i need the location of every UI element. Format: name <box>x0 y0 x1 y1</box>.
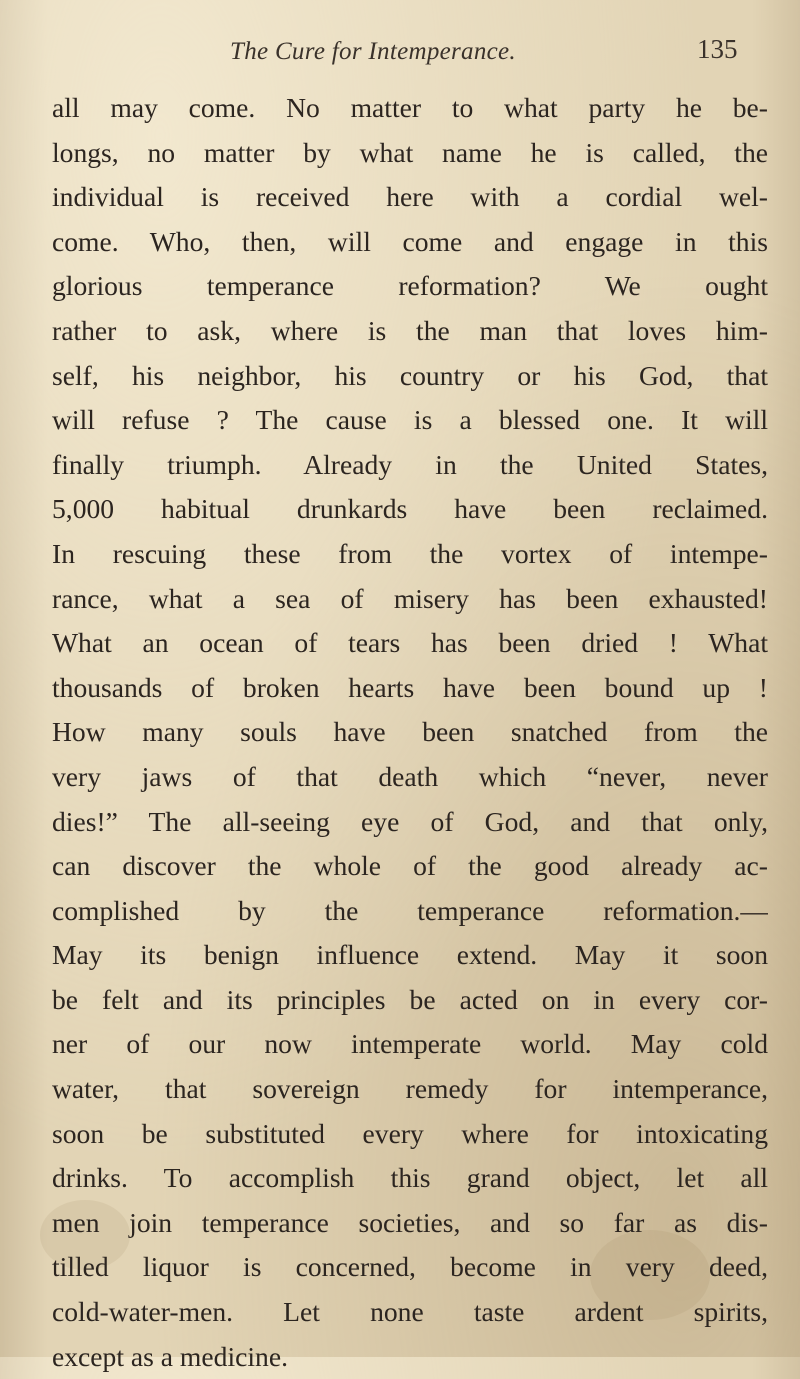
text-line: individual is received here with a cordial wel- <box>52 181 768 213</box>
text-line: glorious temperance reformation? We ought <box>52 270 768 302</box>
text-line: very jaws of that death which “never, never <box>52 760 768 792</box>
text-line: all may come. No matter to what party he be- <box>52 92 768 123</box>
page-number: 135 <box>697 34 738 64</box>
text-line: self, his neighbor, his country or his God, that <box>52 359 768 391</box>
text-line: drinks. To accomplish this grand object, let all <box>52 1162 768 1194</box>
text-line: can discover the whole of the good already ac- <box>52 850 768 882</box>
text-line: men join temperance societies, and so far as dis- <box>52 1206 768 1238</box>
text-line: longs, no matter by what name he is called, the <box>52 136 768 168</box>
text-line: cold-water-men. Let none taste ardent spirits, <box>52 1296 768 1328</box>
running-head: The Cure for Intemperance. <box>230 38 516 65</box>
text-line: except as a medicine. <box>52 1340 288 1372</box>
text-line: come. Who, then, will come and engage in this <box>52 225 768 257</box>
text-line: ner of our now intemperate world. May cold <box>52 1028 768 1060</box>
text-line: How many souls have been snatched from the <box>52 716 768 748</box>
text-line: be felt and its principles be acted on in every cor- <box>52 983 768 1015</box>
text-line: finally triumph. Already in the United States, <box>52 448 768 480</box>
body-text <box>52 86 768 1379</box>
text-line: dies!” The all-seeing eye of God, and that only, <box>52 805 768 837</box>
text-line: complished by the temperance reformation.— <box>52 894 768 926</box>
text-line: water, that sovereign remedy for intemperance, <box>52 1073 768 1105</box>
text-line: May its benign influence extend. May it soon <box>52 939 768 971</box>
text-line: tilled liquor is concerned, become in very deed, <box>52 1251 768 1283</box>
text-line: rather to ask, where is the man that loves him- <box>52 314 768 346</box>
text-line: What an ocean of tears has been dried ! What <box>52 627 768 659</box>
text-line: In rescuing these from the vortex of intempe- <box>52 537 768 569</box>
text-line: will refuse ? The cause is a blessed one. It will <box>52 404 768 436</box>
text-line: soon be substituted every where for intoxicating <box>52 1117 768 1149</box>
text-line: 5,000 habitual drunkards have been reclaimed. <box>52 493 768 525</box>
text-line: thousands of broken hearts have been bound up ! <box>52 671 768 703</box>
text-line: rance, what a sea of misery has been exhausted! <box>52 582 768 614</box>
